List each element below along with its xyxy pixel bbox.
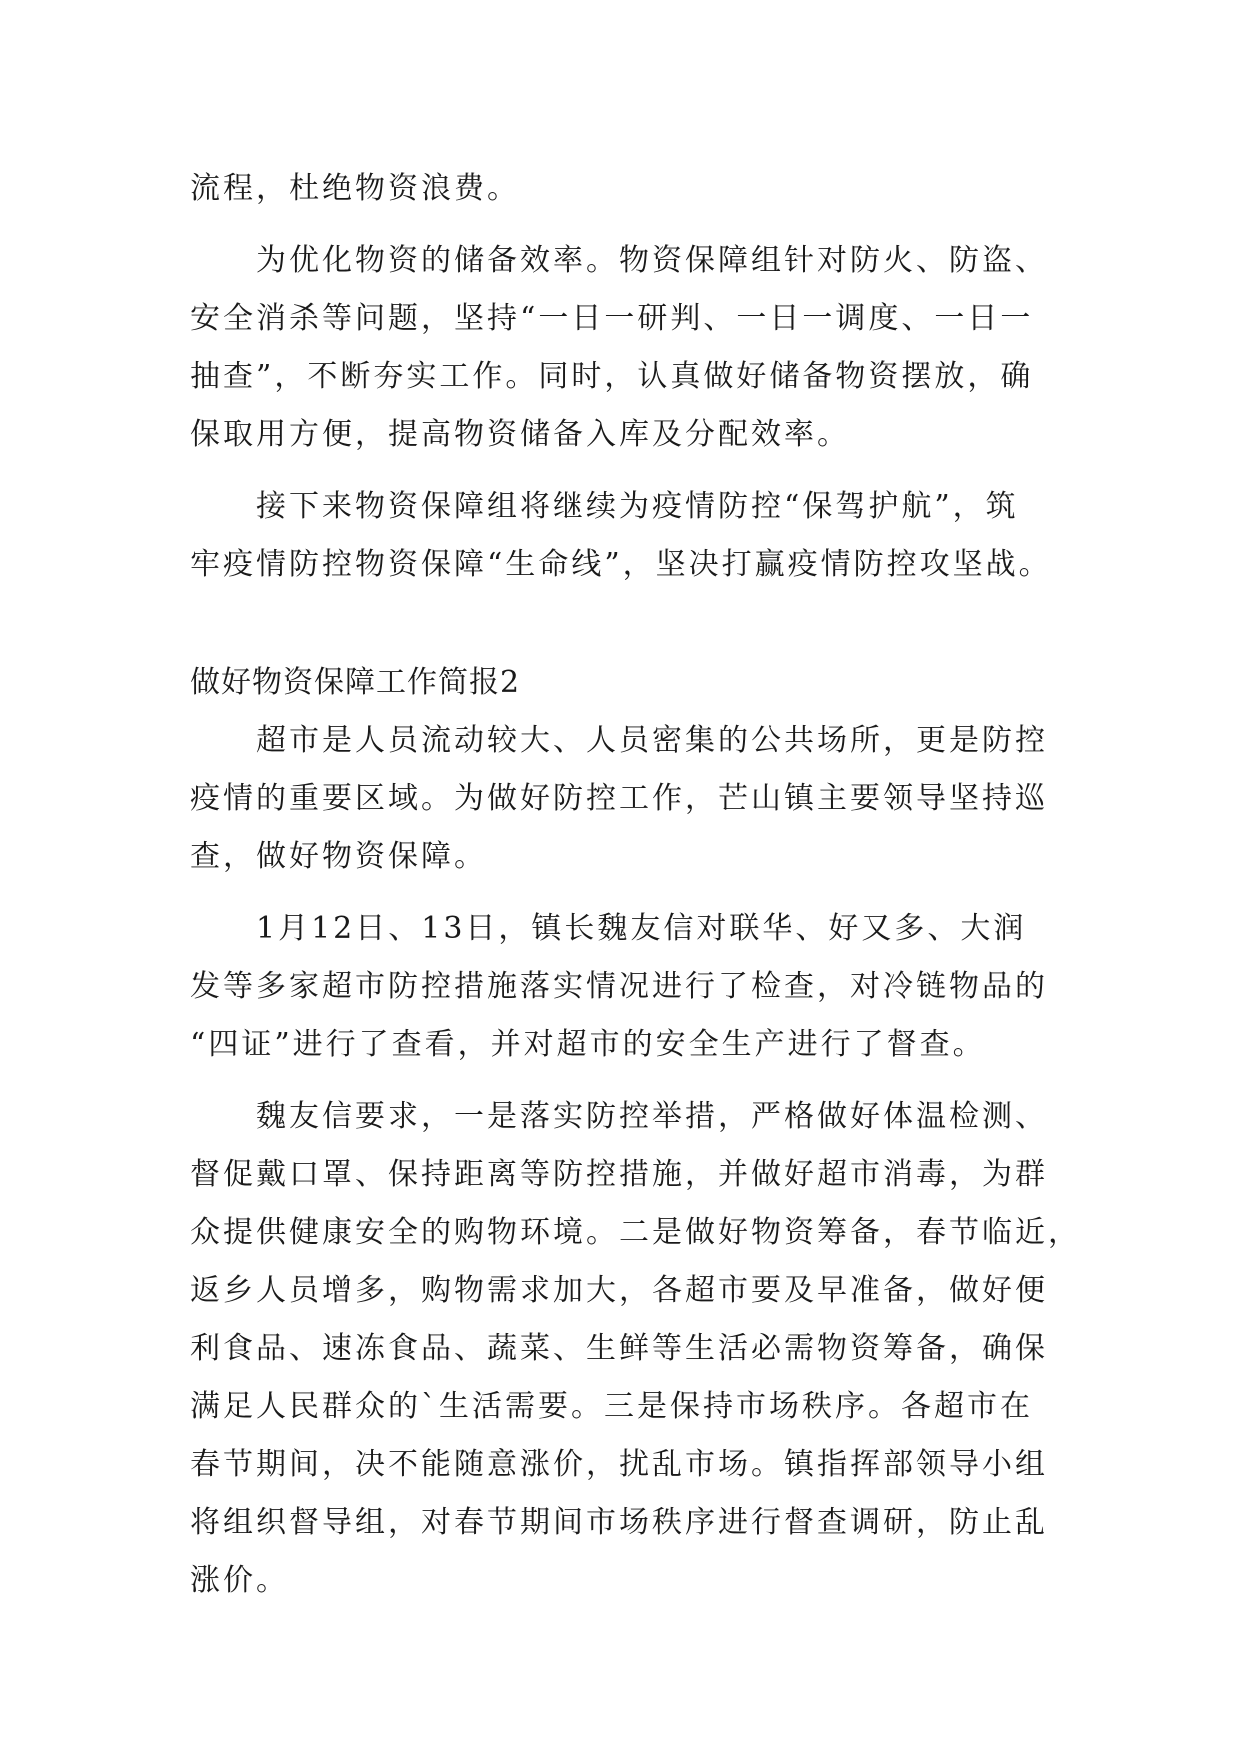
paragraph-supermarket-intro: [190, 712, 1070, 886]
paragraph-line: 为优化物资的储备效率。物资保障组针对防火、防盗、: [256, 243, 1048, 278]
paragraph-line: 疫情的重要区域。为做好防控工作，芒山镇主要领导坚持巡: [190, 781, 1048, 816]
paragraph-line: 涨价。: [190, 1563, 289, 1598]
document-body: [190, 160, 1081, 1610]
paragraph-line: 1月12日、13日，镇长魏友信对联华、好又多、大润: [256, 911, 1027, 946]
paragraph-line: 超市是人员流动较大、人员密集的公共场所，更是防控: [256, 723, 1048, 758]
paragraph-line: 发等多家超市防控措施落实情况进行了检查，对冷链物品的: [190, 969, 1048, 1004]
paragraph-line: 安全消杀等问题，坚持“一日一研判、一日一调度、一日一: [190, 301, 1034, 336]
paragraph-line: 利食品、速冻食品、蔬菜、生鲜等生活必需物资筹备，确保: [190, 1331, 1048, 1366]
paragraph-continuation: 流程，杜绝物资浪费。: [190, 171, 520, 206]
paragraph-line: 返乡人员增多，购物需求加大，各超市要及早准备，做好便: [190, 1273, 1048, 1308]
paragraph-gap: [190, 886, 1070, 900]
paragraph-line: 满足人民群众的`生活需要。三是保持市场秩序。各超市在: [190, 1389, 1033, 1424]
paragraph-line: “四证”进行了查看，并对超市的安全生产进行了督查。: [190, 1027, 986, 1062]
paragraph-line: 接下来物资保障组将继续为疫情防控“保驾护航”，筑: [256, 489, 1019, 524]
paragraph-line: 牢疫情防控物资保障“生命线”，坚决打赢疫情防控攻坚战。: [190, 547, 1052, 582]
paragraph-line: 保取用方便，提高物资储备入库及分配效率。: [190, 417, 850, 452]
paragraph-line: 魏友信要求，一是落实防控举措，严格做好体温检测、: [256, 1099, 1048, 1134]
paragraph-storage-efficiency: [190, 232, 1070, 464]
paragraph-line: 抽查”，不断夯实工作。同时，认真做好储备物资摆放，确: [190, 359, 1034, 394]
paragraph-line: 众提供健康安全的购物环境。二是做好物资筹备，春节临近，: [190, 1215, 1081, 1250]
paragraph-next-steps: [190, 478, 1070, 594]
paragraph-requirements: [190, 1088, 1081, 1610]
paragraph-line: 督促戴口罩、保持距离等防控措施，并做好超市消毒，为群: [190, 1157, 1048, 1192]
paragraph-inspection: [190, 900, 1070, 1074]
paragraph-line: 查，做好物资保障。: [190, 839, 487, 874]
paragraph-gap: [190, 218, 1070, 232]
section-heading: 做好物资保障工作简报2: [190, 665, 521, 700]
paragraph-line: 将组织督导组，对春节期间市场秩序进行督查调研，防止乱: [190, 1505, 1048, 1540]
paragraph-gap: [190, 464, 1070, 478]
section-gap: [190, 594, 1070, 654]
paragraph-gap: [190, 1074, 1070, 1088]
paragraph-line: 春节期间，决不能随意涨价，扰乱市场。镇指挥部领导小组: [190, 1447, 1048, 1482]
